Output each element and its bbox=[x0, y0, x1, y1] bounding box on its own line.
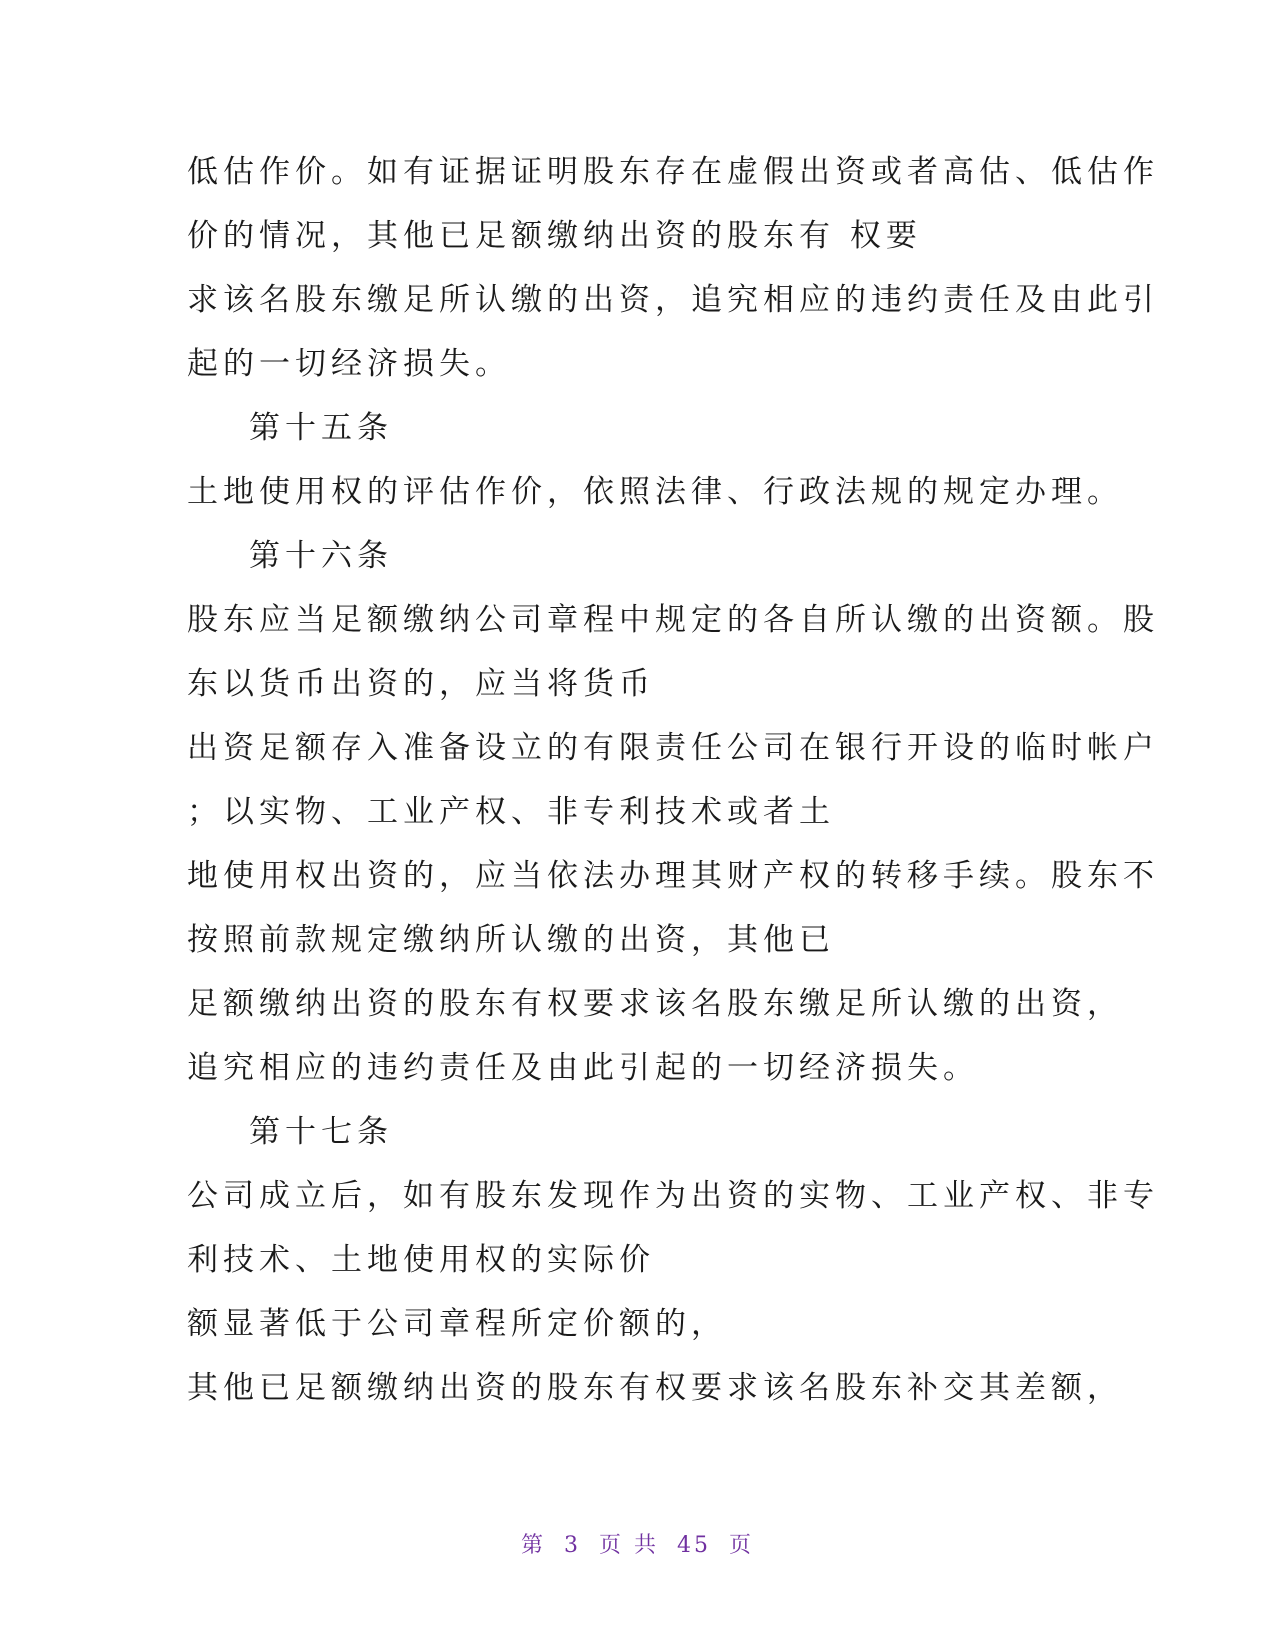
body-line: 利技术、土地使用权的实际价 bbox=[187, 1242, 655, 1278]
article-heading-16: 第十六条 bbox=[249, 538, 393, 574]
body-line: 价的情况，其他已足额缴纳出资的股东有 权要 bbox=[187, 218, 922, 254]
body-line: 股东应当足额缴纳公司章程中规定的各自所认缴的出资额。股 bbox=[187, 602, 1159, 638]
body-line: 土地使用权的评估作价，依照法律、行政法规的规定办理。 bbox=[187, 474, 1123, 510]
article-heading-17: 第十七条 bbox=[249, 1114, 393, 1150]
body-line: 低估作价。如有证据证明股东存在虚假出资或者高估、低估作 bbox=[187, 154, 1159, 190]
body-line: 额显著低于公司章程所定价额的， bbox=[187, 1306, 727, 1342]
body-line: 其他已足额缴纳出资的股东有权要求该名股东补交其差额， bbox=[187, 1370, 1123, 1406]
footer-suffix: 页 bbox=[729, 1533, 755, 1558]
body-line: 按照前款规定缴纳所认缴的出资，其他已 bbox=[187, 922, 835, 958]
footer-prefix: 第 bbox=[520, 1533, 546, 1558]
document-body bbox=[187, 140, 1159, 1420]
body-line: 地使用权出资的，应当依法办理其财产权的转移手续。股东不 bbox=[187, 858, 1159, 894]
article-heading-15: 第十五条 bbox=[249, 410, 393, 446]
total-page-count: 45 bbox=[677, 1533, 711, 1558]
body-line: 出资足额存入准备设立的有限责任公司在银行开设的临时帐户 bbox=[187, 730, 1159, 766]
body-line: 起的一切经济损失。 bbox=[187, 346, 511, 382]
body-line: 求该名股东缴足所认缴的出资，追究相应的违约责任及由此引 bbox=[187, 282, 1159, 318]
page-number-footer bbox=[0, 1528, 1275, 1559]
body-line: 足额缴纳出资的股东有权要求该名股东缴足所认缴的出资， bbox=[187, 986, 1123, 1022]
footer-middle: 页 共 bbox=[599, 1533, 659, 1558]
current-page-number: 3 bbox=[564, 1533, 581, 1558]
body-line: 公司成立后，如有股东发现作为出资的实物、工业产权、非专 bbox=[187, 1178, 1159, 1214]
body-line: 追究相应的违约责任及由此引起的一切经济损失。 bbox=[187, 1050, 979, 1086]
body-line: ；以实物、工业产权、非专利技术或者土 bbox=[187, 794, 835, 830]
body-line: 东以货币出资的，应当将货币 bbox=[187, 666, 655, 702]
